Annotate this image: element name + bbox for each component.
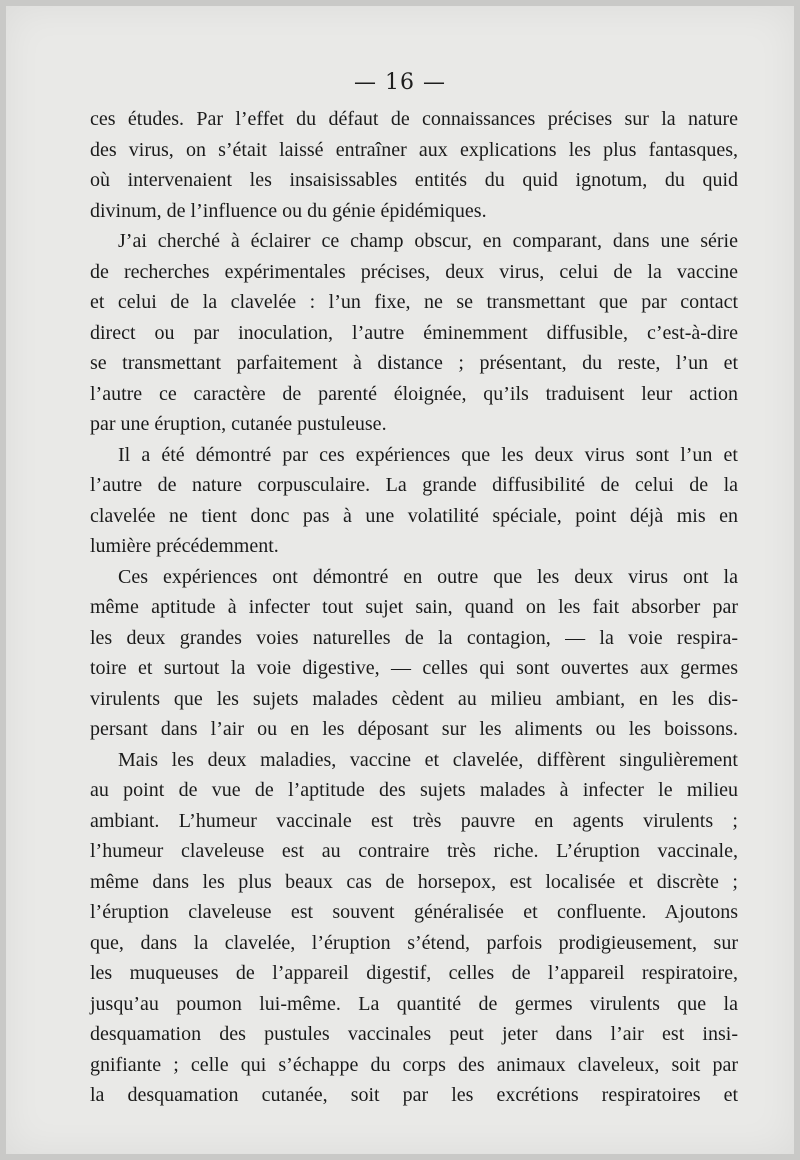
page-number: — 16 — [354,70,446,95]
text-line: de recherches expérimentales précises, deux virus, celui de la vaccine [90,260,738,283]
text-line: ces études. Par l’effet du défaut de connaissances précises sur la nature [90,108,738,130]
text-line: lumière précédemment. [90,535,279,557]
text-line: direct ou par inoculation, l’autre éminemment diffusible, c’est-à-dire [90,321,738,344]
text-line: Mais les deux maladies, vaccine et clavelée, diffèrent singulièrement [118,748,738,771]
text-line: Ces expériences ont démontré en outre que les deux virus ont la [118,565,738,588]
text-line: des virus, on s’était laissé entraîner aux explications les plus fantasques, [90,138,738,161]
text-line: persant dans l’air ou en les déposant sur les aliments ou les boissons. [90,718,738,740]
text-line: clavelée ne tient donc pas à une volatilité spéciale, point déjà mis en [90,504,738,527]
text-line: au point de vue de l’aptitude des sujets malades à infecter le milieu [90,779,738,801]
text-line: desquamation des pustules vaccinales peut jeter dans l’air est insi- [90,1023,738,1045]
text-line: virulents que les sujets malades cèdent au milieu ambiant, en les dis- [90,687,738,710]
text-line: l’éruption claveleuse est souvent généralisée et confluente. Ajoutons [90,901,738,923]
text-line: gnifiante ; celle qui s’échappe du corps des animaux claveleux, soit par [90,1053,738,1076]
text-line: toire et surtout la voie digestive, — celles qui sont ouvertes aux germes [90,657,738,679]
text-line: par une éruption, cutanée pustuleuse. [90,413,387,435]
text-line: que, dans la clavelée, l’éruption s’étend, parfois prodigieusement, sur [90,931,738,954]
text-line: l’humeur claveleuse est au contraire très riche. L’éruption vaccinale, [90,840,738,862]
text-line: la desquamation cutanée, soit par les excrétions respiratoires et [90,1084,738,1106]
text-line: divinum, de l’influence ou du génie épidémiques. [90,199,487,222]
text-line: même aptitude à infecter tout sujet sain, quand on les fait absorber par [90,596,738,618]
text-line: ambiant. L’humeur vaccinale est très pauvre en agents virulents ; [90,809,738,832]
body-text [90,104,738,1111]
text-line: et celui de la clavelée : l’un fixe, ne se transmettant que par contact [90,291,738,313]
text-line: l’autre ce caractère de parenté éloignée, qu’ils traduisent leur action [90,382,738,405]
text-line: les muqueuses de l’appareil digestif, celles de l’appareil respiratoire, [90,962,738,984]
text-line: l’autre de nature corpusculaire. La grande diffusibilité de celui de la [90,474,738,496]
text-line: où intervenaient les insaisissables entités du quid ignotum, du quid [90,169,738,191]
text-line: même dans les plus beaux cas de horsepox, est localisée et discrète ; [90,870,738,893]
text-line: les deux grandes voies naturelles de la contagion, — la voie respira- [90,626,738,649]
book-page [6,6,794,1154]
text-line: jusqu’au poumon lui-même. La quantité de germes virulents que la [90,992,738,1015]
text-line: se transmettant parfaitement à distance ; présentant, du reste, l’un et [90,352,738,374]
text-line: J’ai cherché à éclairer ce champ obscur, en comparant, dans une série [118,230,738,252]
text-line: Il a été démontré par ces expériences que les deux virus sont l’un et [118,443,738,466]
